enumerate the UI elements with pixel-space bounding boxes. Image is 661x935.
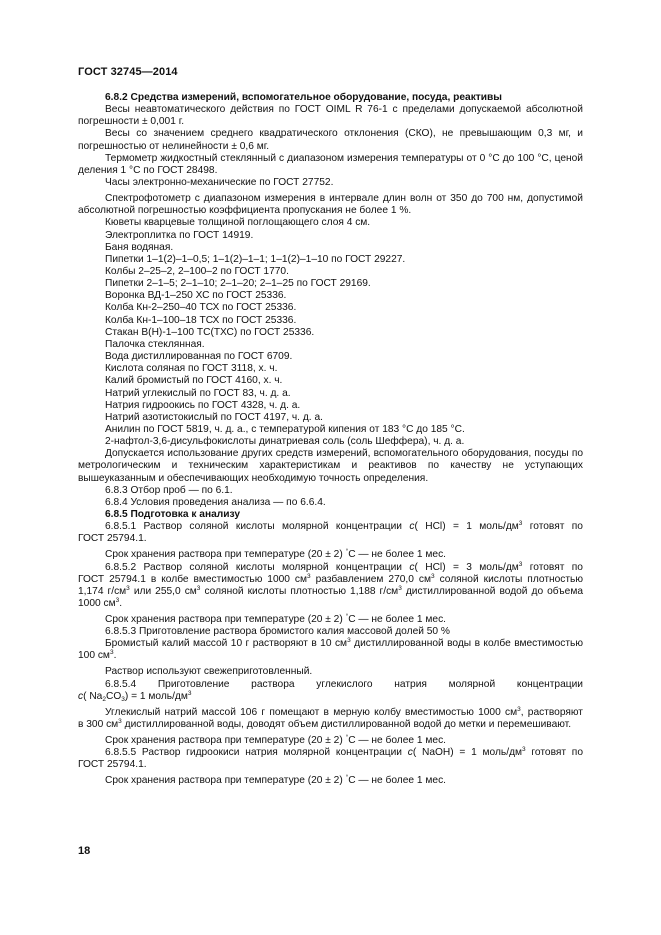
superscript: 3 — [118, 717, 122, 725]
text: Срок хранения раствора при температуре (20 ± 2) — [105, 734, 343, 746]
formula: ( NaOH) = 1 моль/дм — [412, 746, 523, 758]
text: Срок хранения раствора при температуре (20 ± 2) — [105, 775, 343, 787]
text: Срок хранения раствора при температуре (20 ± 2) — [105, 613, 343, 625]
superscript: 3 — [398, 584, 402, 592]
formula: ( HCl) = 3 моль/дм — [414, 561, 519, 573]
text: соляной кислоты плотностью 1,188 г/см — [204, 585, 399, 597]
list-item: Кислота соляная по ГОСТ 3118, х. ч. — [105, 363, 278, 375]
list-item: Палочка стеклянная. — [105, 338, 205, 350]
text: С — не более 1 мес. — [348, 734, 447, 746]
formula-variable: с — [409, 561, 415, 573]
paragraph: Допускается использование других средств измерений, вспомогательного оборудования, посуды по метрологическим и техническим характеристикам и реактивов по качеству не уступающих вышеуказанным и обеспечивающих необходимую точность определения. — [78, 448, 583, 484]
text: дистиллированной воды, доводят объем дистиллированной водой до метки и перемешивают. — [124, 718, 572, 730]
list-item: Колба Кн-1–100–18 ТСХ по ГОСТ 25336. — [105, 314, 297, 326]
paragraph-6-8-4: 6.8.4 Условия проведения анализа — по 6.6.4. — [105, 496, 326, 508]
text: 6.8.5.2 Раствор соляной кислоты молярной концентрации — [105, 561, 402, 573]
text: . — [119, 598, 123, 609]
text: Бромистый калий массой 10 г растворяют в 10 см — [105, 638, 348, 650]
text: . — [113, 650, 117, 662]
shelf-life-note — [78, 735, 583, 747]
superscript: 3 — [518, 520, 523, 528]
paragraph-6-8-5-2 — [78, 562, 583, 574]
list-item: Пипетки 1–1(2)–1–0,5; 1–1(2)–1–1; 1–1(2)–1–10 по ГОСТ 29227. — [105, 253, 406, 265]
superscript: 3 — [109, 649, 114, 657]
text: 6.8.5.4 — [105, 678, 137, 690]
paragraph-6-8-5-4 — [78, 679, 583, 691]
text: концентрации — [516, 678, 583, 690]
list-item: Колбы 2–25–2, 2–100–2 по ГОСТ 1770. — [105, 265, 289, 277]
superscript: 3 — [115, 597, 120, 604]
paragraph-continuation — [78, 598, 583, 610]
text: разбавлением 270,0 см — [315, 573, 431, 585]
list-item: Колба Кн-2–250–40 ТСХ по ГОСТ 25336. — [105, 302, 297, 314]
text: дистиллированной воды в колбе вместимостью 100 см — [78, 638, 583, 662]
paragraph-continuation — [78, 691, 583, 703]
superscript: 3 — [517, 705, 521, 713]
paragraph: Весы со значением среднего квадратического отклонения (СКО), не превышающим 0,3 мг, и погрешностью от нелинейности ± 0,6 мг. — [78, 128, 583, 152]
list-item: Натрий азотистокислый по ГОСТ 4197, ч. д. а. — [105, 411, 323, 423]
formula: ( HCl) = 1 моль/дм — [414, 521, 519, 533]
text: натрия — [394, 678, 427, 690]
list-item: Калий бромистый по ГОСТ 4160, х. ч. — [105, 375, 283, 387]
document-body — [78, 92, 583, 787]
text: молярной — [448, 678, 496, 690]
list-item: 2-нафтол-3,6-дисульфокислоты динатриевая соль (соль Шеффера), ч. д. а. — [105, 436, 465, 448]
superscript: 3 — [196, 584, 201, 592]
superscript: 3 — [430, 572, 435, 580]
document-header: ГОСТ 32745—2014 — [78, 66, 178, 78]
paragraph-continuation — [78, 586, 583, 598]
paragraph — [78, 707, 583, 719]
paragraph: Раствор используют свежеприготовленный. — [105, 666, 313, 678]
formula-variable: с — [407, 746, 413, 758]
page-number: 18 — [78, 845, 91, 857]
text: 1000 см — [78, 598, 116, 609]
text: С — не более 1 мес. — [348, 549, 447, 561]
list-item: Кюветы кварцевые толщиной поглощающего слоя 4 см. — [105, 217, 371, 229]
list-item: Натрий углекислый по ГОСТ 83, ч. д. а. — [105, 387, 291, 399]
superscript: 3 — [126, 584, 130, 592]
text: дистиллированной водой до объема — [405, 585, 584, 597]
section-heading-6-8-2: 6.8.2 Средства измерений, вспомогательное оборудование, посуда, реактивы — [105, 92, 503, 103]
formula-variable: с — [78, 690, 84, 702]
superscript: 3 — [307, 572, 311, 580]
text: соляной кислоты плотностью — [439, 573, 583, 585]
text: С — не более 1 мес. — [348, 613, 447, 625]
text: 1,174 г/см — [78, 585, 127, 597]
subscript: 2 — [102, 695, 106, 703]
paragraph-6-8-3: 6.8.3 Отбор проб — по 6.1. — [105, 484, 233, 496]
paragraph: Термометр жидкостный стеклянный с диапазоном измерения температуры от 0 °С до 100 °С, ценой деления 1 °С по ГОСТ 28498. — [78, 152, 583, 176]
text: раствора — [251, 678, 295, 690]
formula-variable: с — [409, 521, 415, 533]
formula: ) = 1 моль/дм — [124, 690, 188, 702]
text: готовят по — [531, 746, 583, 758]
text: в 300 см — [78, 718, 119, 730]
list-item: Баня водяная. — [105, 241, 174, 253]
text: готовят по — [529, 561, 583, 573]
section-heading-6-8-5: 6.8.5 Подготовка к анализу — [105, 509, 241, 521]
list-item: Электроплитка по ГОСТ 14919. — [105, 229, 254, 241]
degree-sign: ° — [345, 548, 349, 556]
text: ГОСТ 25794.1 в колбе вместимостью 1000 см — [78, 573, 308, 585]
degree-sign: ° — [345, 733, 349, 741]
subscript: 3 — [121, 695, 125, 703]
text: углекислого — [316, 678, 373, 690]
text: С — не более 1 мес. — [348, 775, 447, 787]
text: Углекислый натрий массой 106 г помещают в мерную колбу вместимостью 1000 см — [105, 706, 518, 718]
superscript: 3 — [518, 560, 523, 568]
paragraph-continuation — [78, 719, 583, 731]
paragraph-6-8-5-5 — [78, 747, 583, 759]
superscript: 3 — [187, 689, 192, 697]
paragraph-continuation: ГОСТ 25794.1. — [78, 533, 147, 545]
paragraph-6-8-5-3: 6.8.5.3 Приготовление раствора бромистого калия массовой долей 50 % — [105, 626, 450, 638]
paragraph-continuation — [78, 574, 583, 586]
list-item: Часы электронно-механические по ГОСТ 27752. — [105, 177, 334, 189]
list-item: Натрия гидроокись по ГОСТ 4328, ч. д. а. — [105, 399, 301, 411]
paragraph: Весы неавтоматического действия по ГОСТ OIML R 76-1 с пределами допускаемой абсолютной погрешности ± 0,001 г. — [78, 104, 583, 128]
shelf-life-note — [78, 614, 583, 626]
superscript: 3 — [522, 745, 526, 753]
text: 6.8.5.1 Раствор соляной кислоты молярной концентрации — [105, 521, 402, 533]
degree-sign: ° — [345, 612, 349, 620]
paragraph-continuation: ГОСТ 25794.1. — [78, 759, 147, 771]
shelf-life-note — [78, 549, 583, 561]
text: 6.8.5.5 Раствор гидроокиси натрия молярной концентрации — [105, 746, 402, 758]
paragraph-6-8-5-1 — [78, 521, 583, 533]
text: , растворяют — [520, 706, 583, 718]
list-item: Воронка ВД-1–250 ХС по ГОСТ 25336. — [105, 290, 287, 302]
text: Приготовление — [157, 678, 230, 690]
list-item: Анилин по ГОСТ 5819, ч. д. а., с температурой кипения от 183 °С до 185 °С. — [105, 424, 465, 436]
text: или 255,0 см — [133, 585, 197, 597]
shelf-life-note — [78, 775, 583, 787]
text: готовят по — [529, 521, 583, 533]
text: Срок хранения раствора при температуре (20 ± 2) — [105, 549, 343, 561]
paragraph: Спектрофотометр с диапазоном измерения в интервале длин волн от 350 до 700 нм, допустимой абсолютной погрешностью коэффициента пропускания не более 1 %. — [78, 193, 583, 217]
list-item: Вода дистиллированная по ГОСТ 6709. — [105, 351, 293, 363]
superscript: 3 — [347, 637, 351, 645]
list-item: Пипетки 2–1–5; 2–1–10; 2–1–20; 2–1–25 по ГОСТ 29169. — [105, 278, 371, 290]
degree-sign: ° — [345, 774, 349, 782]
paragraph — [78, 638, 583, 662]
list-item: Стакан В(Н)-1–100 ТС(ТХС) по ГОСТ 25336. — [105, 326, 315, 338]
formula: CO — [105, 690, 122, 702]
formula: ( Na — [83, 690, 103, 702]
